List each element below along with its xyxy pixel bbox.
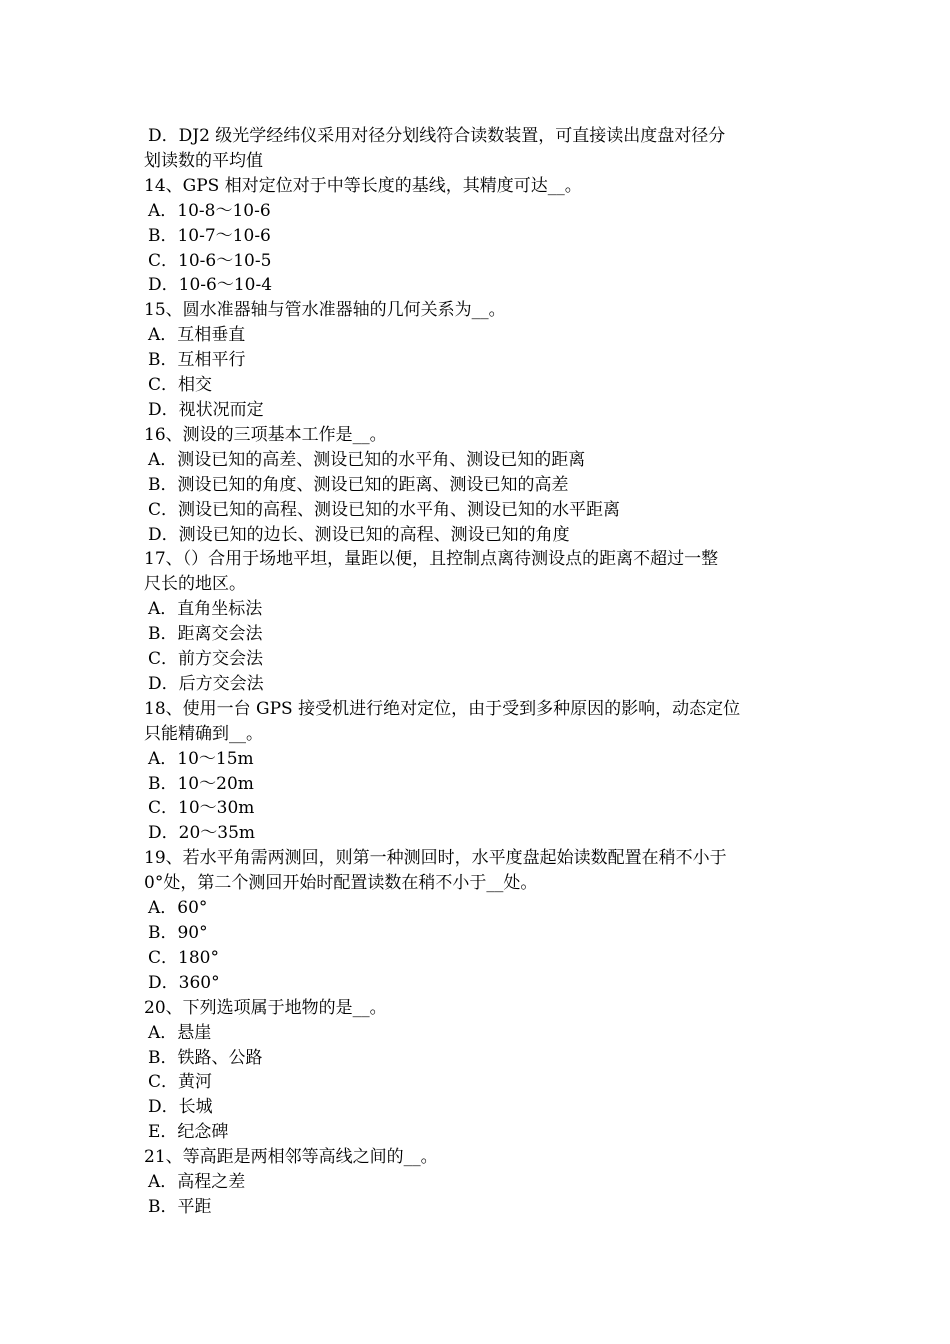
- question-line: 18、使用一台 GPS 接受机进行绝对定位，由于受到多种原因的影响，动态定位: [144, 698, 741, 719]
- answer-option-line: C．测设已知的高程、测设已知的水平角、测设已知的水平距离: [148, 499, 621, 520]
- answer-option-line: A．悬崖: [148, 1022, 212, 1043]
- answer-option-line: B．互相平行: [148, 350, 246, 371]
- answer-option-line: B．90°: [148, 923, 208, 943]
- answer-option-line: D．360°: [148, 972, 220, 993]
- question-line: 14、GPS 相对定位对于中等长度的基线，其精度可达__。: [144, 175, 582, 196]
- answer-option-line: D．测设已知的边长、测设已知的高程、测设已知的角度: [148, 524, 570, 545]
- question-line: 0°处，第二个测回开始时配置读数在稍不小于__处。: [144, 873, 538, 894]
- answer-option-line: B．铁路、公路: [148, 1047, 263, 1068]
- answer-option-line: D．后方交会法: [148, 673, 264, 694]
- answer-option-line: D．长城: [148, 1097, 213, 1118]
- answer-option-line: A．互相垂直: [148, 325, 246, 346]
- question-line: 16、测设的三项基本工作是__。: [144, 424, 387, 445]
- answer-option-line: B．测设已知的角度、测设已知的距离、测设已知的高差: [148, 474, 569, 495]
- answer-option-line: C．相交: [148, 375, 213, 396]
- answer-option-line: A．高程之差: [148, 1172, 246, 1193]
- answer-option-line: B．距离交会法: [148, 624, 263, 645]
- question-line: 17、（）合用于场地平坦，量距以便，且控制点离待测设点的距离不超过一整: [144, 549, 719, 570]
- answer-option-line: B．10～20m: [148, 773, 254, 794]
- question-line: 21、等高距是两相邻等高线之间的__。: [144, 1147, 438, 1168]
- question-line: 20、下列选项属于地物的是__。: [144, 997, 387, 1018]
- question-line: 15、圆水准器轴与管水准器轴的几何关系为__。: [144, 300, 506, 321]
- answer-option-line: C．10-6～10-5: [148, 250, 272, 271]
- answer-option-line: A．测设已知的高差、测设已知的水平角、测设已知的距离: [148, 449, 586, 470]
- answer-option-line: B．平距: [148, 1196, 212, 1217]
- question-line: 19、若水平角需两测回，则第一种测回时，水平度盘起始读数配置在稍不小于: [144, 848, 727, 869]
- answer-option-line: C．10～30m: [148, 798, 255, 819]
- answer-option-line: A．60°: [148, 898, 208, 919]
- answer-option-line: D．20～35m: [148, 823, 256, 844]
- answer-option-line: A．直角坐标法: [148, 599, 263, 620]
- answer-option-line: C．前方交会法: [148, 649, 264, 670]
- document-page: [144, 124, 810, 1220]
- question-line: 只能精确到__。: [144, 723, 263, 744]
- answer-option-line: B．10-7～10-6: [148, 225, 271, 246]
- answer-option-line: A．10-8～10-6: [148, 200, 271, 221]
- question-line: 划读数的平均值: [144, 150, 263, 171]
- answer-option-line: E．纪念碑: [148, 1122, 229, 1143]
- answer-option-line: C．黄河: [148, 1072, 213, 1093]
- answer-option-line: C．180°: [148, 947, 219, 968]
- question-line: 尺长的地区。: [144, 574, 246, 595]
- answer-option-line: D．视状况而定: [148, 399, 264, 420]
- answer-option-line: D．10-6～10-4: [148, 275, 273, 296]
- answer-option-line: A．10～15m: [148, 748, 254, 769]
- answer-option-line: D．DJ2 级光学经纬仪采用对径分划线符合读数装置，可直接读出度盘对径分: [148, 126, 726, 146]
